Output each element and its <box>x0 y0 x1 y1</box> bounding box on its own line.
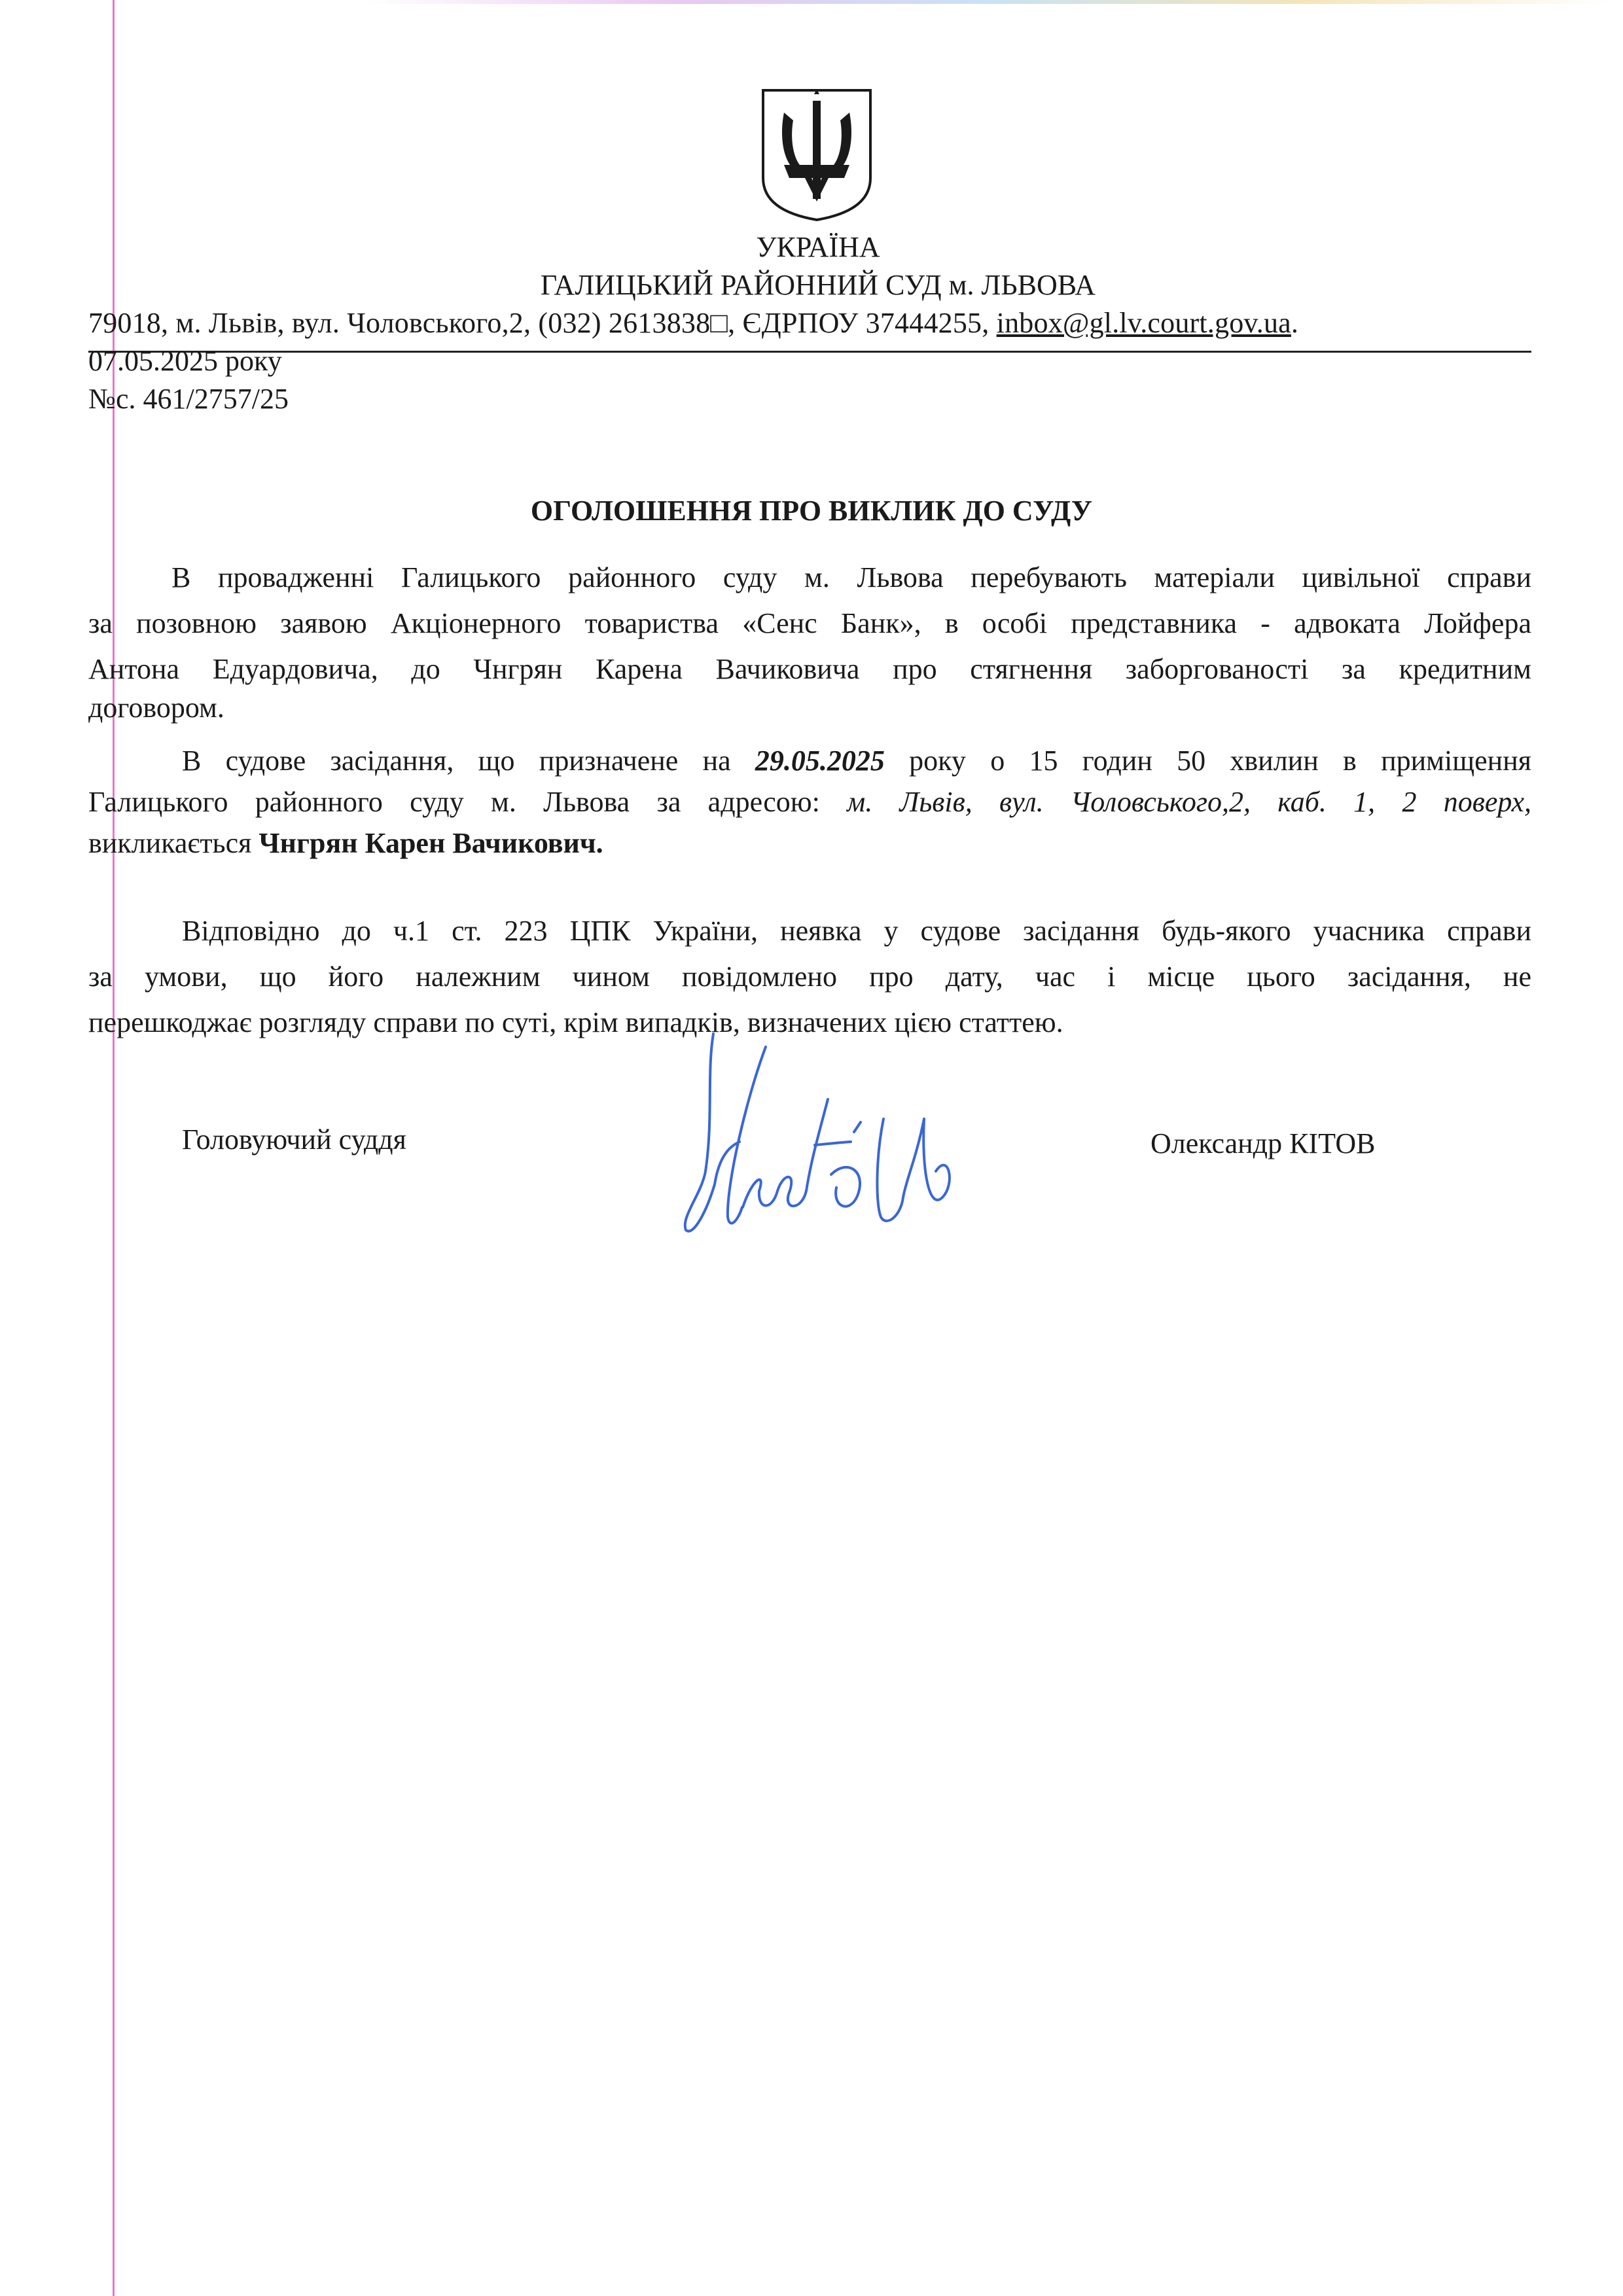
paragraph2-line1-post: року о 15 годин 50 хвилин в приміщення <box>884 745 1531 777</box>
judge-role: Головуючий суддя <box>182 1123 406 1156</box>
country-name: УКРАЇНА <box>756 231 880 263</box>
paragraph1-line1: В провадженні Галицького районного суду м. Львова перебувають матеріали цивільної справи <box>171 561 1531 593</box>
handwritten-signature <box>668 1021 995 1250</box>
contacts-end: . <box>1291 307 1299 339</box>
paragraph3-line2: за умови, що його належним чином повідомлено про дату, час і місце цього засідання, не <box>88 961 1531 993</box>
court-contacts <box>88 306 1298 340</box>
contacts-text: 79018, м. Львів, вул. Чоловського,2, (032) 2613838□, ЄДРПОУ 37444255, <box>88 307 997 339</box>
judge-name: Олександр КІТОВ <box>1150 1127 1376 1159</box>
paragraph2-line2-pre: Галицького районного суду м. Львова за адресою: <box>88 786 847 818</box>
paragraph2-line3 <box>88 826 1531 860</box>
defendant-name: Чнгрян Карен Вачикович. <box>259 827 603 859</box>
hearing-address: м. Львів, вул. Чоловського,2, каб. 1, 2 поверх, <box>847 786 1531 818</box>
scan-top-tint <box>366 0 1610 4</box>
hearing-date: 29.05.2025 <box>755 745 885 777</box>
paragraph3-line1: Відповідно до ч.1 ст. 223 ЦПК України, неявка у судове засідання будь-якого учасника справи <box>182 915 1531 947</box>
paragraph2-line1-pre: В судове засідання, що призначене на <box>182 745 755 777</box>
trident-emblem-icon <box>758 86 876 224</box>
header-divider <box>88 351 1531 353</box>
court-name: ГАЛИЦЬКИЙ РАЙОННИЙ СУД м. ЛЬВОВА <box>540 269 1096 301</box>
paragraph1-line4: договором. <box>88 692 224 724</box>
paragraph2-line2 <box>88 785 1531 819</box>
case-number: №с. 461/2757/25 <box>88 383 289 415</box>
paragraph1-line2: за позовною заявою Акціонерного товариства «Сенс Банк», в особі представника - адвоката Лойфера <box>88 607 1531 639</box>
paragraph3-line3: перешкоджає розгляду справи по суті, крім випадків, визначених цією статтею. <box>88 1006 1063 1038</box>
paragraph2-line1 <box>182 744 1531 777</box>
email-link[interactable]: inbox@gl.lv.court.gov.ua <box>996 307 1291 339</box>
paragraph2-line3-pre: викликається <box>88 827 259 859</box>
paragraph1-line3: Антона Едуардовича, до Чнгрян Карена Вачиковича про стягнення заборгованості за кредитним <box>88 653 1531 685</box>
document-date: 07.05.2025 року <box>88 345 282 377</box>
document-title: ОГОЛОШЕННЯ ПРО ВИКЛИК ДО СУДУ <box>530 495 1093 527</box>
